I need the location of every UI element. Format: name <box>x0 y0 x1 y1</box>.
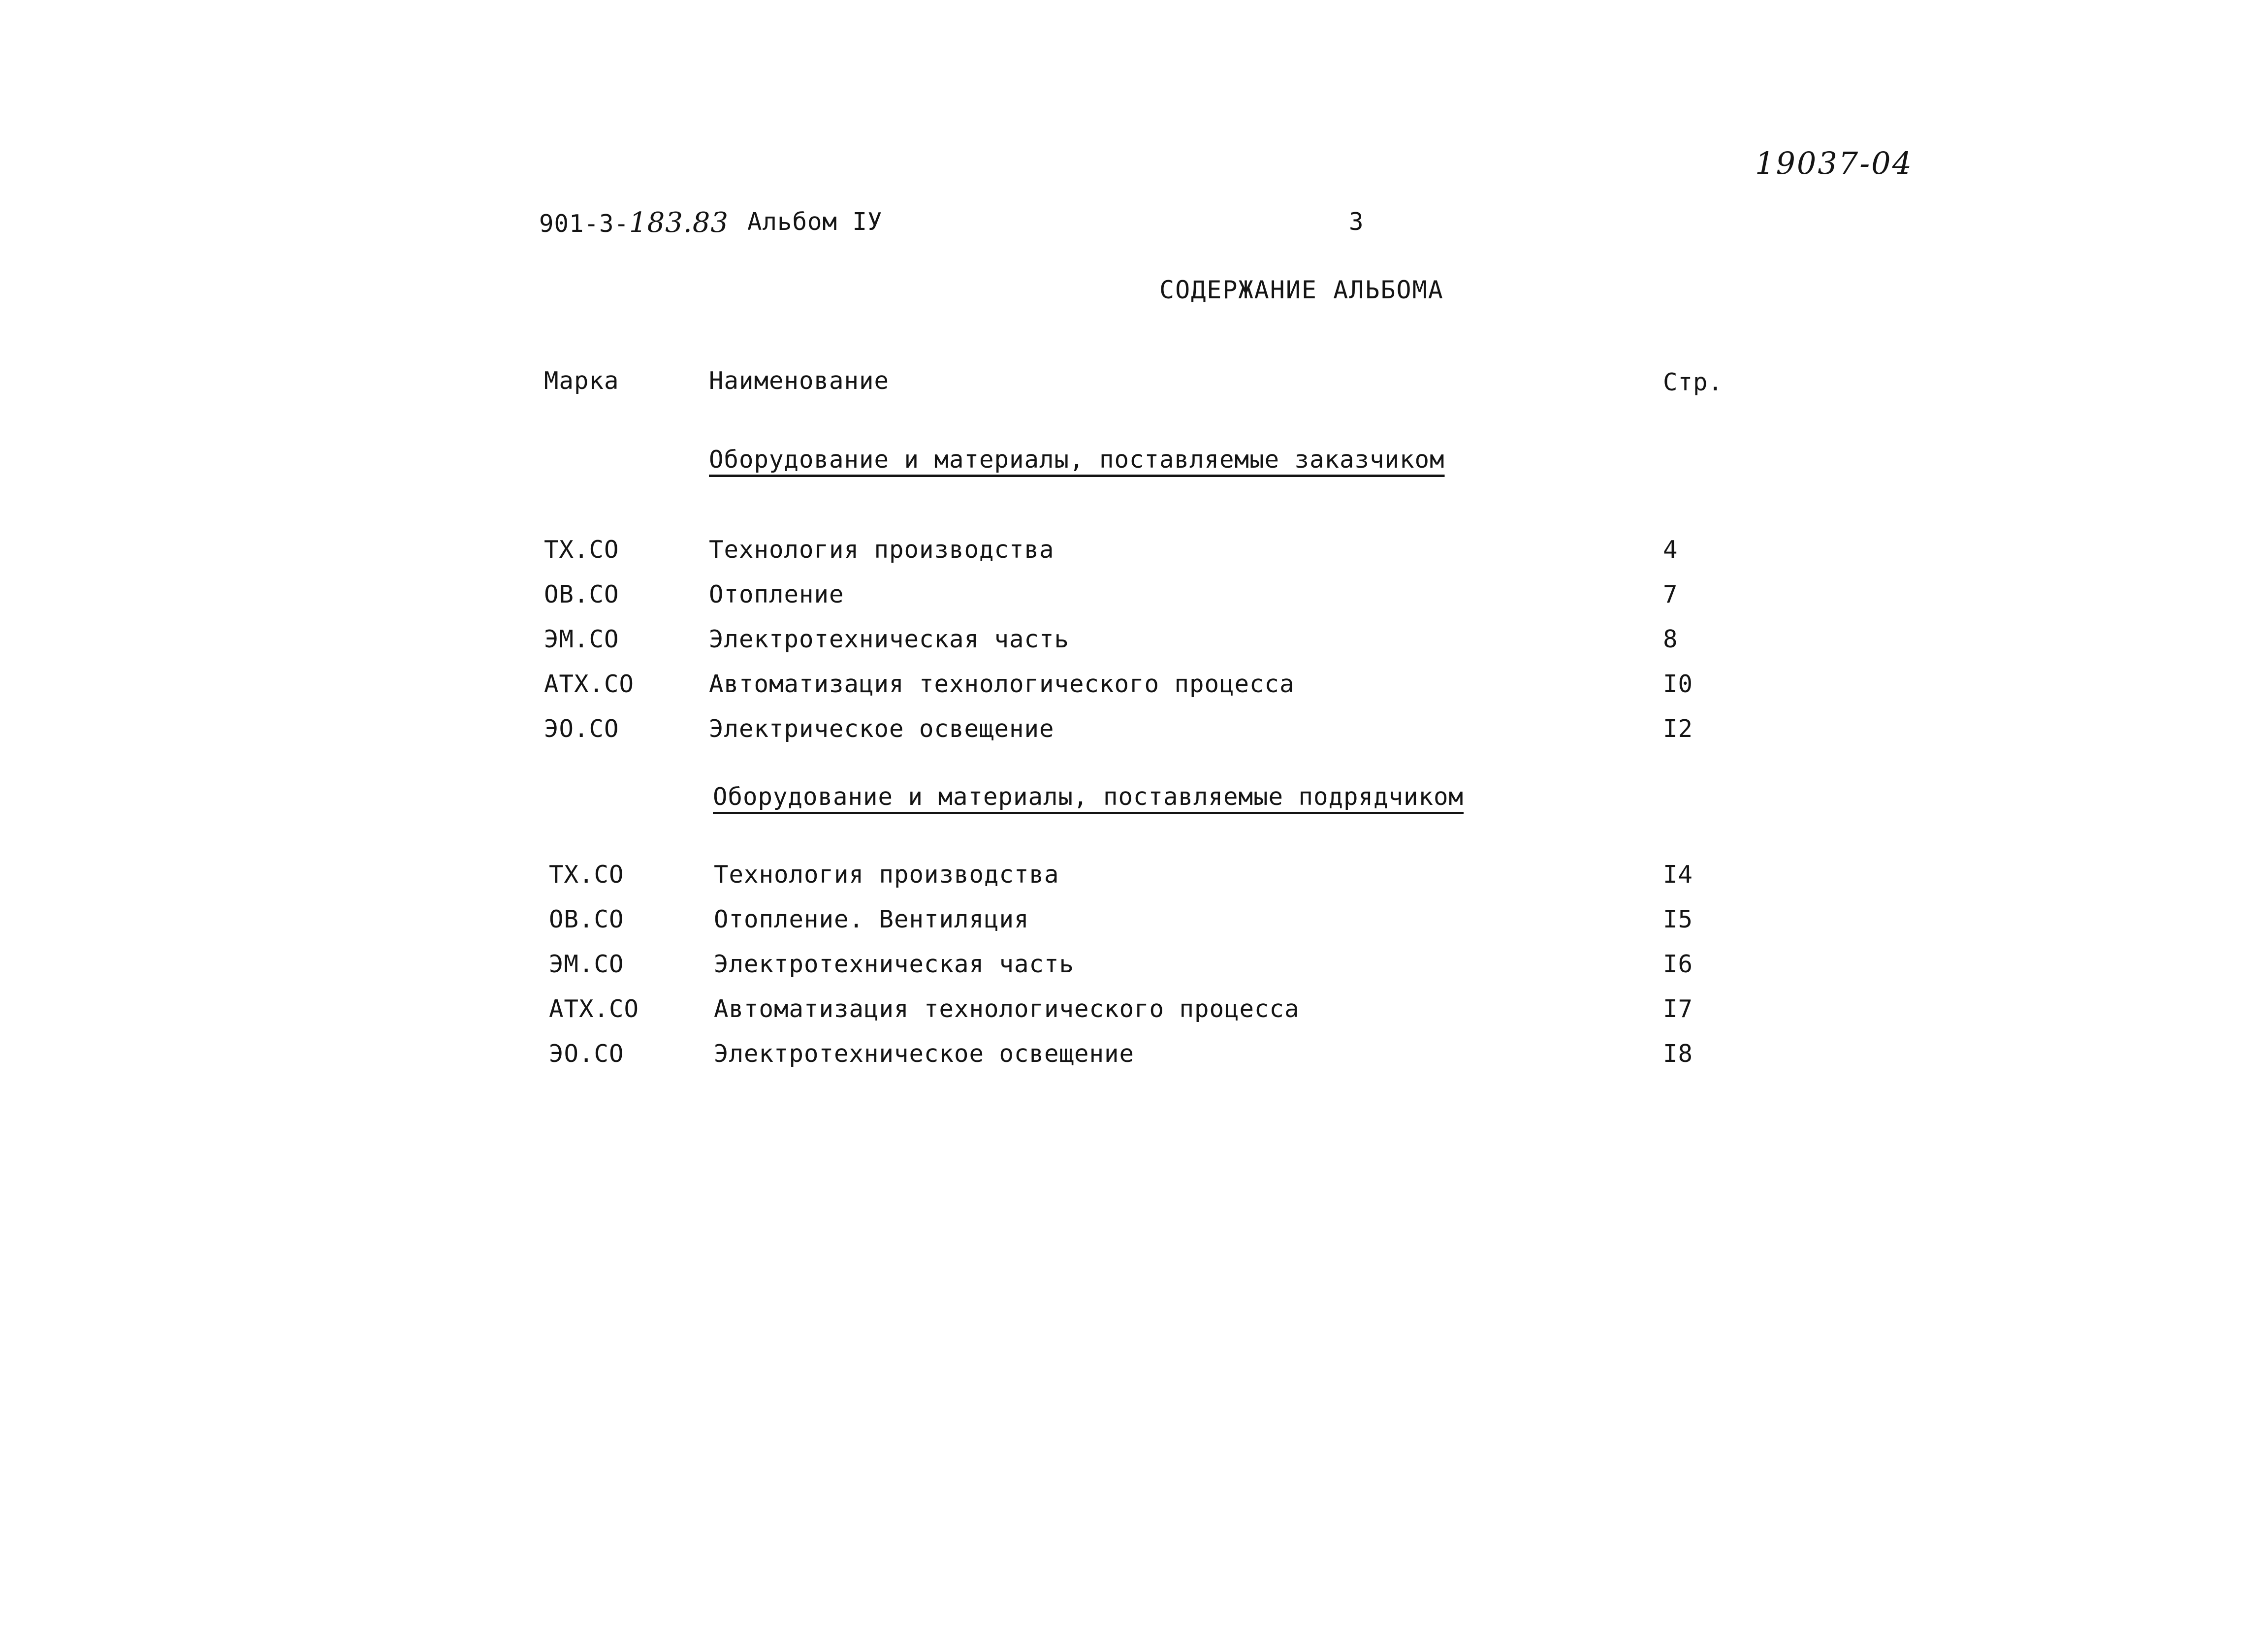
section-heading-contractor: Оборудование и материалы, поставляемые подрядчиком <box>713 783 1464 811</box>
column-header-mark: Марка <box>544 367 619 395</box>
handwritten-archive-code: 19037-04 <box>1755 145 1914 181</box>
row-page: 8 <box>1663 625 1678 653</box>
row-mark: ТХ.СО <box>544 536 619 564</box>
row-mark: ЭМ.СО <box>544 625 619 653</box>
album-label: Альбом IУ <box>747 208 883 236</box>
row-name: Автоматизация технологического процесса <box>709 670 1295 698</box>
row-name: Электрическое освещение <box>709 715 1054 743</box>
row-page: I7 <box>1663 995 1693 1023</box>
row-page: I2 <box>1663 715 1693 743</box>
row-page: I6 <box>1663 950 1693 978</box>
row-mark: ОВ.СО <box>549 905 624 933</box>
row-mark: ЭО.СО <box>549 1040 624 1068</box>
designation-printed: 901-3- <box>539 210 630 238</box>
row-mark: ТХ.СО <box>549 861 624 889</box>
column-header-name: Наименование <box>709 367 890 395</box>
row-page: 7 <box>1663 580 1678 608</box>
row-page: I5 <box>1663 905 1693 933</box>
row-mark: ЭМ.СО <box>549 950 624 978</box>
section-heading-customer: Оборудование и материалы, поставляемые заказчиком <box>709 446 1445 474</box>
row-name: Электротехническая часть <box>714 950 1075 978</box>
row-name: Электротехническая часть <box>709 625 1070 653</box>
row-name: Автоматизация технологического процесса <box>714 995 1300 1023</box>
document-designation <box>539 207 729 239</box>
row-page: I0 <box>1663 670 1693 698</box>
row-page: I4 <box>1663 861 1693 889</box>
row-page: I8 <box>1663 1040 1693 1068</box>
row-mark: ОВ.СО <box>544 580 619 608</box>
row-page: 4 <box>1663 536 1678 564</box>
row-mark: АТХ.СО <box>544 670 635 698</box>
row-name: Электротехническое освещение <box>714 1040 1135 1068</box>
row-name: Отопление. Вентиляция <box>714 905 1029 933</box>
page-number: 3 <box>1349 208 1364 236</box>
page-title: СОДЕРЖАНИЕ АЛЬБОМА <box>1159 276 1444 304</box>
row-name: Отопление <box>709 580 844 608</box>
column-header-page: Стр. <box>1663 368 1724 396</box>
row-mark: АТХ.СО <box>549 995 639 1023</box>
row-name: Технология производства <box>709 536 1054 564</box>
designation-handwritten: 183.83 <box>629 207 729 239</box>
row-mark: ЭО.СО <box>544 715 619 743</box>
row-name: Технология производства <box>714 861 1059 889</box>
